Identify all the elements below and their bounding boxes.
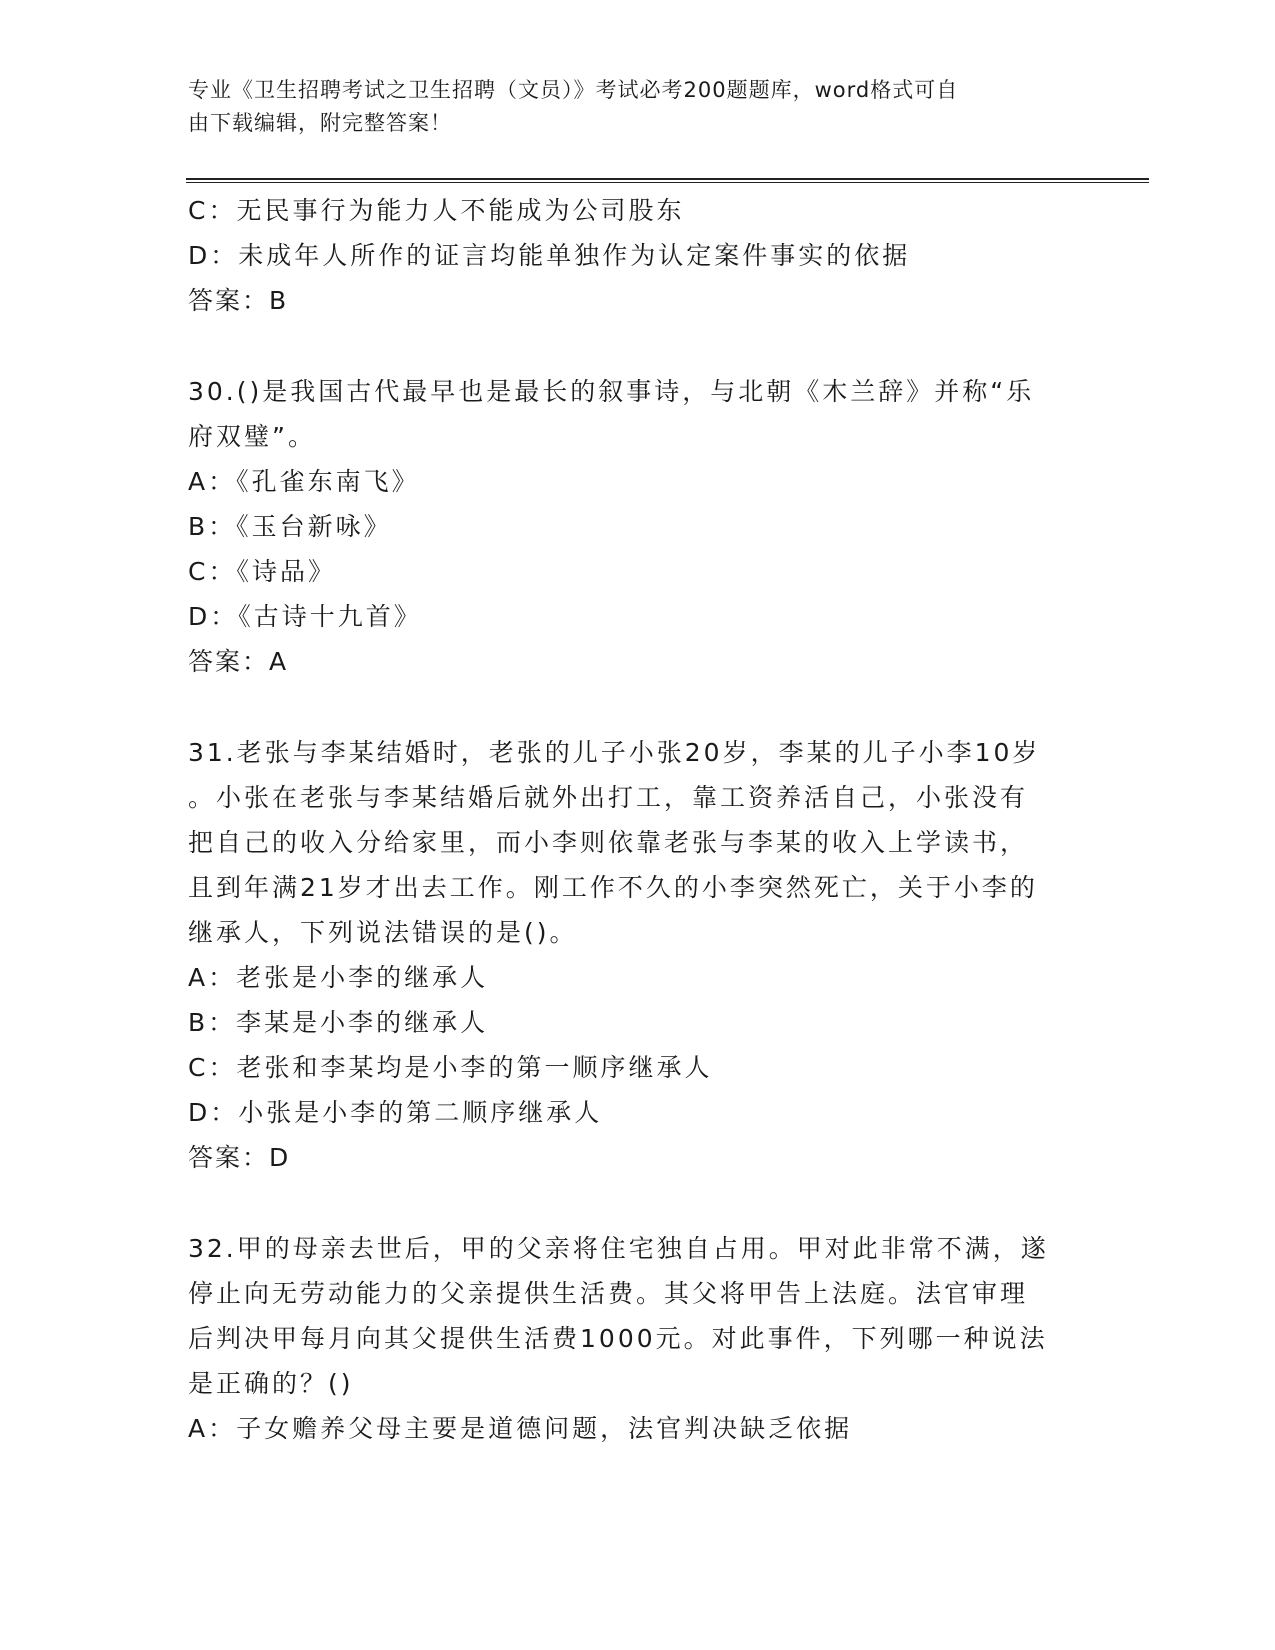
question-text: 后判决甲每月向其父提供生活费1000元。对此事件，下列哪一种说法 (188, 1324, 1048, 1353)
option-c: C：老张和李某均是小李的第一顺序继承人 (188, 1053, 713, 1082)
question-list (188, 188, 1078, 1451)
question-block (188, 730, 1078, 1180)
header-rule (186, 178, 1149, 183)
option-d: D：《古诗十九首》 (188, 602, 422, 631)
option-a: A：老张是小李的继承人 (188, 963, 489, 992)
question-text: 停止向无劳动能力的父亲提供生活费。其父将甲告上法庭。法官审理 (188, 1279, 1029, 1308)
option-d: D：小张是小李的第二顺序继承人 (188, 1098, 603, 1127)
question-text: 31.老张与李某结婚时，老张的儿子小张20岁，李某的儿子小李10岁 (188, 738, 1041, 767)
option-d: D：未成年人所作的证言均能单独作为认定案件事实的依据 (188, 241, 911, 270)
answer-line: 答案：B (188, 286, 289, 315)
question-text: 30.()是我国古代最早也是最长的叙事诗，与北朝《木兰辞》并称“乐 (188, 377, 1035, 406)
page-header (188, 74, 1068, 140)
header-line: 由下载编辑，附完整答案！ (188, 111, 452, 135)
answer-line: 答案：A (188, 647, 289, 676)
spacer (188, 1180, 1078, 1226)
header-line: 专业《卫生招聘考试之卫生招聘（文员）》考试必考200题题库，word格式可自 (188, 78, 959, 102)
spacer (188, 323, 1078, 369)
question-block (188, 1226, 1078, 1451)
question-text: 且到年满21岁才出去工作。刚工作不久的小李突然死亡，关于小李的 (188, 873, 1038, 902)
question-text: 继承人，下列说法错误的是()。 (188, 918, 578, 947)
answer-line: 答案：D (188, 1143, 291, 1172)
question-text: 是正确的？() (188, 1369, 354, 1398)
option-b: B：《玉台新咏》 (188, 512, 392, 541)
question-block (188, 369, 1078, 684)
option-c: C：《诗品》 (188, 557, 336, 586)
question-text: 把自己的收入分给家里，而小李则依靠老张与李某的收入上学读书， (188, 828, 1029, 857)
option-c: C：无民事行为能力人不能成为公司股东 (188, 196, 685, 225)
question-text: 府双璧”。 (188, 422, 316, 451)
question-text: 。小张在老张与李某结婚后就外出打工，靠工资养活自己，小张没有 (188, 783, 1029, 812)
question-text: 32.甲的母亲去世后，甲的父亲将住宅独自占用。甲对此非常不满，遂 (188, 1234, 1049, 1263)
option-a: A：子女赡养父母主要是道德问题，法官判决缺乏依据 (188, 1414, 853, 1443)
question-block (188, 188, 1078, 323)
option-b: B：李某是小李的继承人 (188, 1008, 489, 1037)
spacer (188, 684, 1078, 730)
option-a: A：《孔雀东南飞》 (188, 467, 420, 496)
